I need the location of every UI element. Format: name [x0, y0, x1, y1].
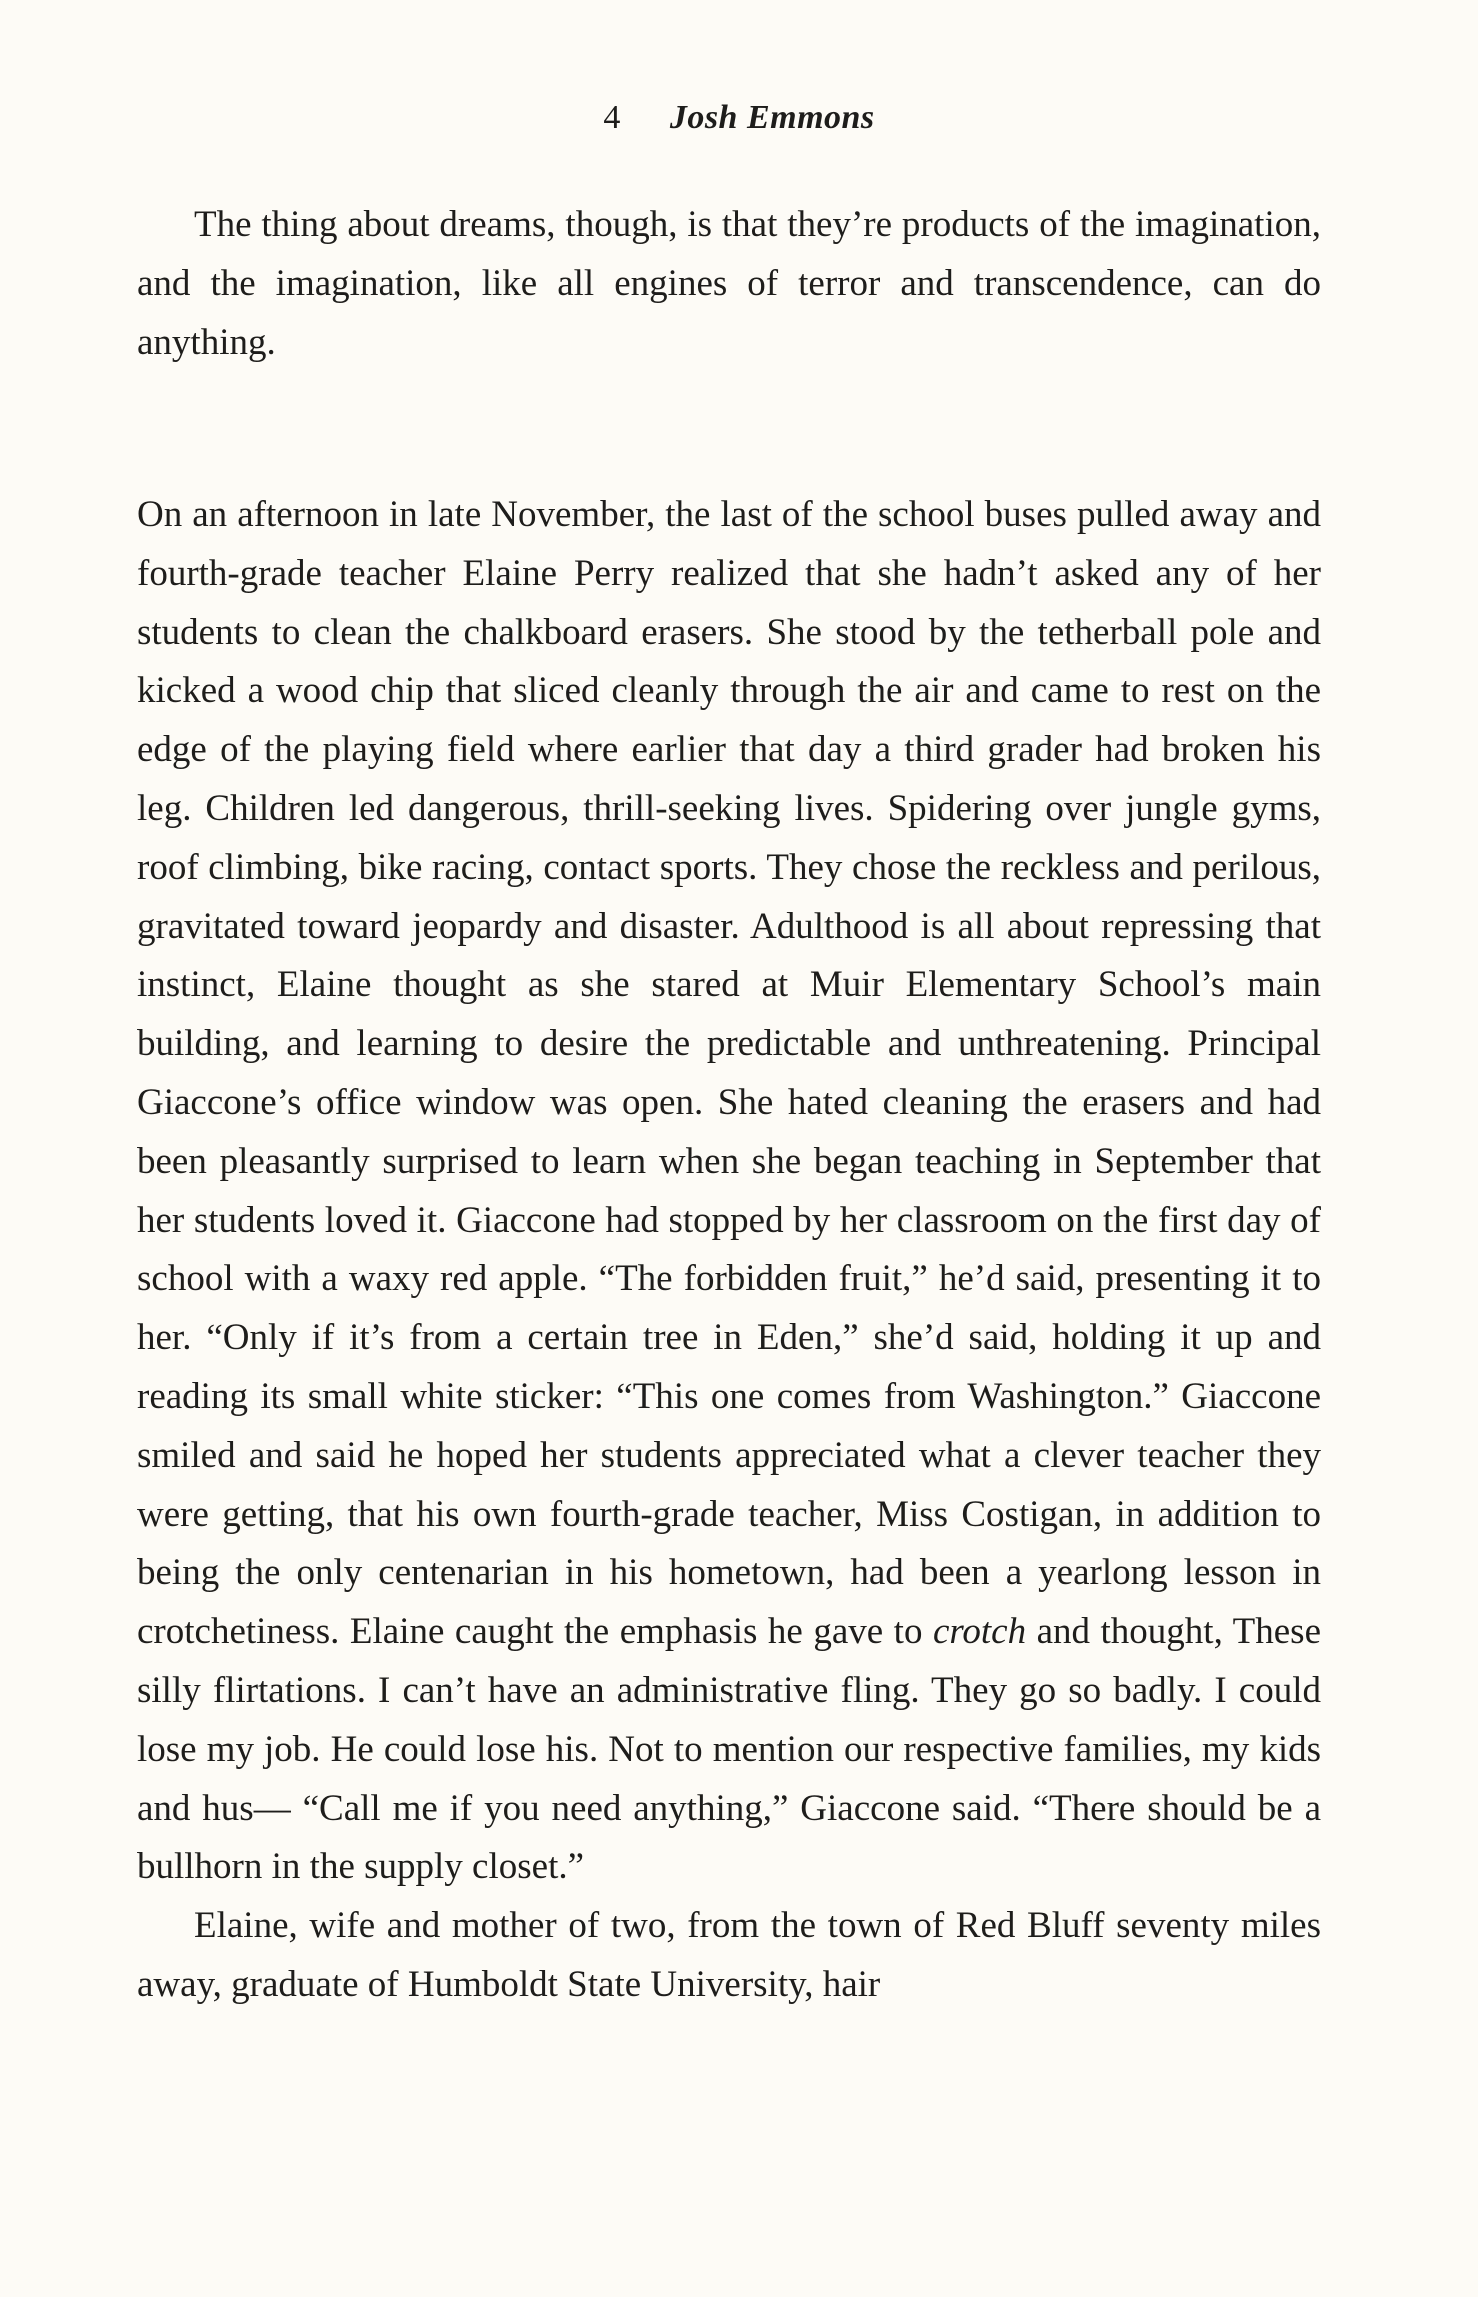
opening-section [137, 196, 1321, 372]
second-paragraph: Elaine, wife and mother of two, from the town of Red Bluff seventy miles away, graduate of Humboldt State University, hair [137, 1905, 1321, 2005]
main-section [137, 486, 1321, 2015]
opening-paragraph: The thing about dreams, though, is that they’re products of the imagination, and the imagination, like all engines of terror and transcendence, can do anything. [137, 204, 1321, 363]
page-number: 4 [603, 99, 621, 136]
emphasized-word: crotch [932, 1611, 1027, 1653]
running-head [0, 96, 1478, 140]
main-paragraph [137, 486, 1321, 1897]
main-paragraph-text-start: On an afternoon in late November, the last of the school buses pulled away and fourth-grade teacher Elaine Perry realized that she hadn’t asked any of her students to clean the chalkboard erasers. She stood by the tetherball pole and kicked a wood chip that sliced cleanly through the air and came to rest on the edge of the playing field where earlier that day a third grader had broken his leg. Children led dangerous, thrill-seeking lives. Spidering over jungle gyms, roof climbing, bike racing, contact sports. They chose the reckless and perilous, gravitated toward jeopardy and disaster. Adulthood is all about repressing that instinct, Elaine thought as she stared at Muir Elementary School’s main building, and learning to desire the predictable and unthreatening. Principal Giaccone’s office window was open. She hated cleaning the erasers and had been pleasantly surprised to learn when she began teaching in September that her students loved it. Giaccone had stopped by her classroom on the first day of school with a waxy red apple. “The forbidden fruit,” he’d said, presenting it to her. “Only if it’s from a certain tree in Eden,” she’d said, holding it up and reading its small white sticker: “This one comes from Washington.” Giaccone smiled and said he hoped her students appreciated what a clever teacher they were getting, that his own fourth-grade teacher, Miss Costigan, in addition to being the only centenarian in his hometown, had been a yearlong lesson in crotchetiness. Elaine caught the emphasis he gave to [137, 494, 1321, 1653]
author-name: Josh Emmons [669, 99, 875, 136]
main-paragraph-text-end: and thought, These silly flirtations. I can’t have an administrative fling. They go so badly. I could lose my job. He could lose his. Not to mention our respective families, my kids and hus— “Call me if you need anything,” Giaccone said. “There should be a bullhorn in the supply closet.” [137, 1611, 1322, 1888]
